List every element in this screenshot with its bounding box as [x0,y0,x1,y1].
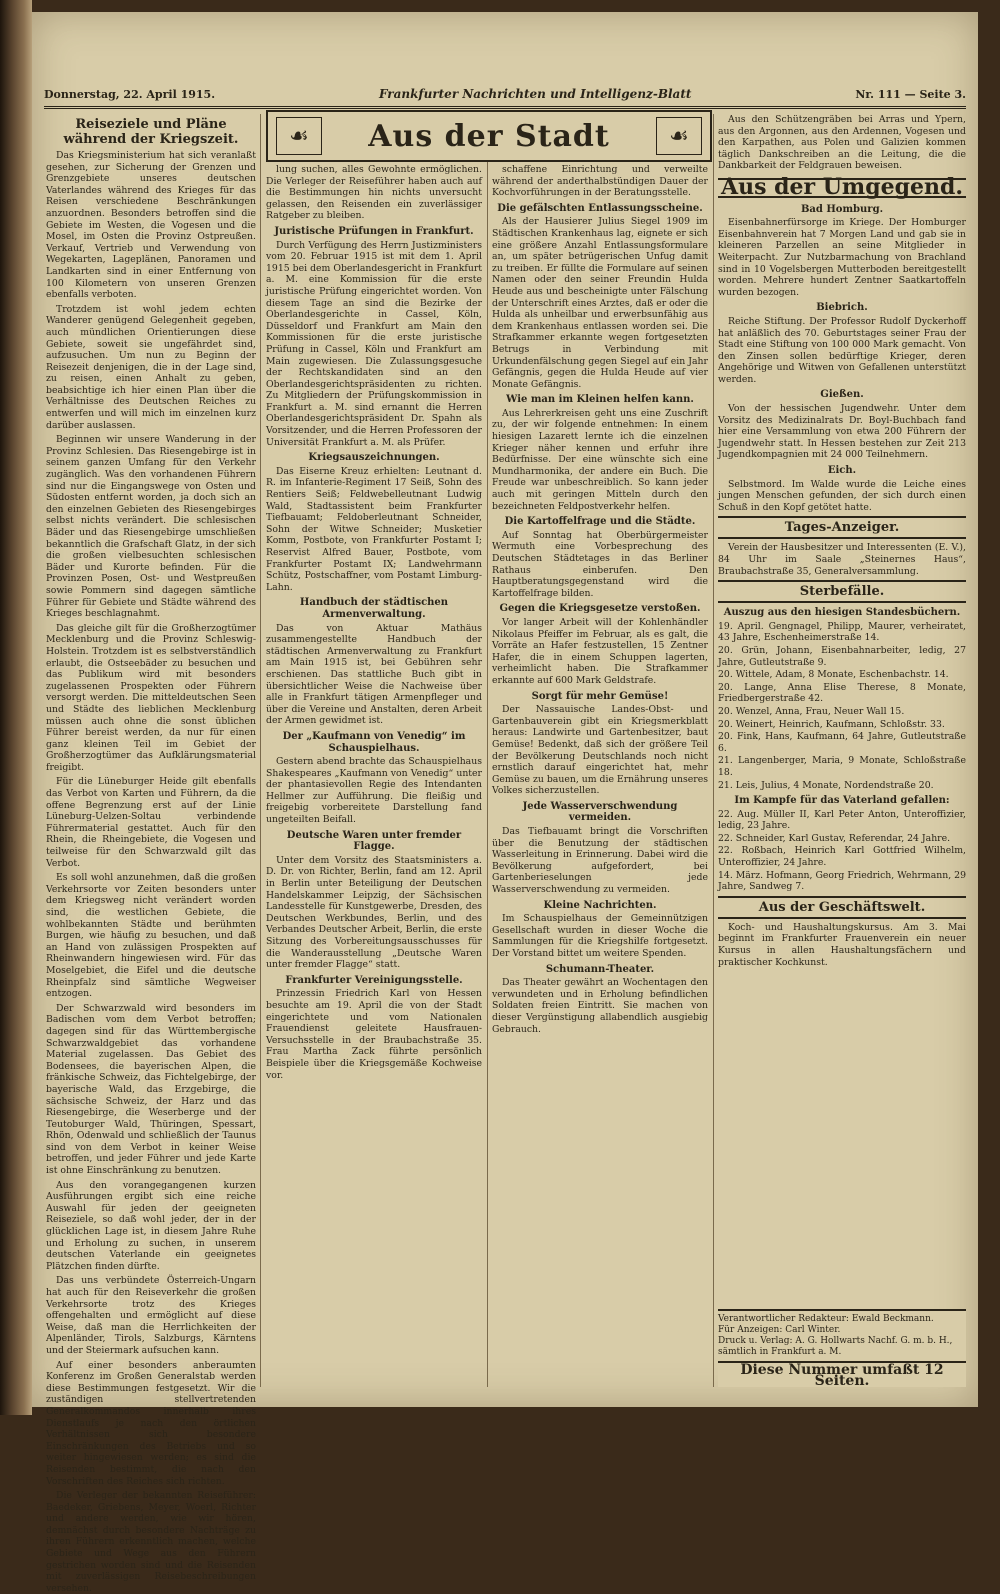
article-title: Sorgt für mehr Gemüse! [531,690,669,702]
list-item: 22. Roßbach, Heinrich Karl Gottfried Wilhelm, Unteroffizier, 24 Jahre. [718,845,966,869]
article-title: Schumann-Theater. [545,963,655,975]
section-title-umgegend: Aus der Umgegend. [718,178,966,198]
list-item: 20. Wittele, Adam, 8 Monate, Eschenbachstr. 14. [718,669,949,681]
list-item: 22. Aug. Müller II, Karl Peter Anton, Unteroffizier, ledig, 23 Jahre. [718,808,966,832]
article-title: Jede Wasserverschwendung vermeiden. [522,800,678,824]
column-rule [713,114,714,1387]
paragraph: Im Schauspielhaus der Gemeinnützigen Gesellschaft wurden in dieser Woche die Sammlungen für die Kriegshilfe fortgesetzt. Der Vorstand bittet um weitere Spenden. [492,913,708,959]
paragraph: Reiche Stiftung. Der Professor Rudolf Dyckerhoff hat anläßlich des 70. Geburtstages seiner Frau der Stadt eine Stiftung von 100 000 Mark gemacht. Von den Zinsen sollen bedürftige Krieger, deren Angehörige und Witwen von Gefallenen unterstützt werden. [718,315,966,385]
article-title: Frankfurter Vereinigungsstelle. [285,974,463,986]
column-rule [260,114,261,1387]
list-item: 20. Wenzel, Anna, Frau, Neuer Wall 15. [718,705,905,717]
article-title: Kleine Nachrichten. [543,899,657,911]
article-title: Handbuch der städtischen Armenverwaltung. [299,597,449,620]
list-item: 22. Schneider, Karl Gustav, Referendar, 24 Jahre. [718,832,951,844]
article-title: Reiseziele und Pläne während der Kriegszeit. [63,117,239,147]
article-title: Bad Homburg. [800,203,884,215]
page-count-notice: Diese Nummer umfaßt 12 Seiten. [718,1361,966,1387]
paragraph: Es soll wohl anzunehmen, daß die großen Verkehrsorte vor Zeiten besonders unter dem Kriegsweg nicht verändert worden sind, die westlichen Gebiete, die wohlbekannten Städte und berühmten Burgen, wie häufig zu besuchen, und daß an Hand von zulässigen Prospekten auf Rheinwandern hingewiesen wird. Für das Moselgebiet, die Eifel und die deutsche Rheinpfalz sind sämtliche Wegweiser entzogen. [46,872,256,1000]
imprint-printer: Druck u. Verlag: A. G. Hollwarts Nachf. G. m. b. H., sämtlich in Frankfurt a. M. [718,1336,953,1357]
paragraph: Trotzdem ist wohl jedem echten Wanderer genügend Gelegenheit gegeben, auch mündlichen Orientierungen diese Gebiete, soweit sie ungefährdet sind, aufzusuchen. Um nun zu Beginn der Reisezeit denjenigen, die in der Lage sind, zu reisen, einen Anhalt zu geben, beabsichtige ich hier einen Plan über die Verhältnisse des Deutschen Reiches zu entwerfen und will mich im einzelnen kurz darüber auslassen. [46,303,256,431]
paragraph: Für die Lüneburger Heide gilt ebenfalls das Verbot von Karten und Führern, da die offene Begrenzung erst auf der Linie Lüneburg-Uelzen-Soltau verbindende Führermaterial gestattet. Auch für den Rhein, die Rheingebiete, die Vogesen und teilweise für den Schwarzwald gilt das Verbot. [46,776,256,869]
article-title: Wie man im Kleinen helfen kann. [506,394,694,406]
article-title: Die gefälschten Entlassungsscheine. [497,202,703,214]
column-2 [266,164,482,1387]
paragraph: Das Eiserne Kreuz erhielten: Leutnant d. R. im Infanterie-Regiment 17 Seiß, Sohn des Rentiers Seiß; Feldwebelleutnant Ludwig Wald, Stadtassistent beim Frankfurter Tiefbauamt; Feldoberleutnant Schneider, Sohn der Witwe Schneider; Musketier Komm, Postbote, von Frankfurter Postamt I; Reservist Alfred Bauer, Postbote, vom Frankfurter Postamt IX; Landwehrmann Schütz, Postschaffner, vom Postamt Limburg-Lahn. [266,465,482,593]
paragraph: Prinzessin Friedrich Karl von Hessen besuchte am 19. April die von der Stadt eingerichtete und vom Nationalen Frauendienst geleitete Hausfrauen-Versuchsstelle in der Braubachstraße 35. Frau Martha Zack führte persönlich Beispiele über die Kriegsgemäße Kochweise vor. [266,988,482,1081]
paragraph: Der Schwarzwald wird besonders im Badischen vom dem Verbot betroffen; dagegen sind für das Württembergische Schwarzwaldgebiet das vorhandene Material zugelassen. Das Gebiet des Bodensees, die bayerischen Alpen, die fränkische Schweiz, das Fichtelgebirge, der bayerische Wald, das Erzgebirge, die sächsische Schweiz, der Harz und das Riesengebirge, die Weserberge und der Teutoburger Wald, Thüringen, Spessart, Rhön, Odenwald und schließlich der Taunus sind von dem Verbot in keiner Weise betroffen, und jeder Führer und jede Karte ist ohne Einschränkung zu benutzen. [46,1002,256,1177]
paragraph: Aus Lehrerkreisen geht uns eine Zuschrift zu, der wir folgende entnehmen: In einem hiesigen Lazarett lernte ich die einzelnen Krieger näher kennen und erfuhr ihre Bedürfnisse. Der eine wünschte sich eine Mundharmonika, der andere ein Buch. Die Freude war unbeschreiblich. So kann jeder auch mit geringen Mitteln durch den bezeichneten Feldpostverkehr helfen. [492,407,708,512]
paragraph: Koch- und Haushaltungskursus. Am 3. Mai beginnt im Frankfurter Frauenverein ein neuer Kursus in allen Haushaltungsfächern und praktischer Kochkunst. [718,921,966,968]
section-banner [266,110,712,162]
list-item: 20. Fink, Hans, Kaufmann, 64 Jahre, Gutleutstraße 6. [718,731,966,754]
paragraph: Das von Aktuar Mathäus zusammengestellte Handbuch der städtischen Armenverwaltung zu Frankfurt am Main 1915 ist, bei Gebühren sehr erschienen. Das stattliche Buch gibt in übersichtlicher Weise die Nachweise über alle in Frankfurt tätigen Armenpfleger und über die Vereine und Anstalten, deren Arbeit der Armen gewidmet ist. [266,622,482,727]
paragraph: Aus den vorangegangenen kurzen Ausführungen ergibt sich eine reiche Auswahl für jeden der geeigneten Reiseziele, so daß wohl jeder, der in der glücklichen Lage ist, in diesem Jahre Ruhe und Erholung zu suchen, in unserem deutschen Vaterlande ein geeignetes Plätzchen finden dürfte. [46,1179,256,1272]
page-header [44,82,966,109]
imprint-editor: Verantwortlicher Redakteur: Ewald Beckmann. [718,1314,934,1324]
paragraph: Auf Sonntag hat Oberbürgermeister Wermuth eine Vorbesprechung des Deutschen Städtetages in das Berliner Rathaus einberufen. Den Hauptberatungsgegenstand wird die Kartoffelfrage bilden. [492,529,708,599]
subheading: Auszug aus den hiesigen Standesbüchern. [723,607,961,619]
paragraph: Das Tiefbauamt bringt die Vorschriften über die Benutzung der städtischen Wasserleitung in Erinnerung. Dabei wird die Bevölkerung aufgefordert, bei Gartenberieselungen jede Wasserverschwendung zu vermeiden. [492,826,708,896]
book-binding [0,0,32,1415]
paragraph: Auf einer besonders anberaumten Konferenz im Großen Generalstab werden diese Bestimmungen festgesetzt. Wir die zuständigen stellvertretenden Generalkommandos innerhalb ihres Dienstlaufs je nach den örtlichen Verhältnissen sich besondere Einschränkungen des Betriebs und so weiter hingewiesen werden; es sind die Reisenden bestimmt, die nach den Vorschriften des Reiches sich richten. [46,1359,256,1487]
column-4 [718,114,966,1317]
article-title: Kriegsauszeichnungen. [308,452,440,464]
column-1 [46,114,256,1594]
paragraph: Verein der Hausbesitzer und Interessenten (E. V.), 84 Uhr im Saale „Steinernes Haus“, Braubachstraße 35, Generalversammlung. [718,542,966,577]
list-item: 14. März. Hofmann, Georg Friedrich, Wehrmann, 29 Jahre, Sandweg 7. [718,869,966,893]
paragraph: Der Nassauische Landes-Obst- und Gartenbauverein gibt ein Kriegsmerkblatt heraus: Landwirte und Gartenbesitzer, baut Gemüse! Bedenkt, daß sich der größere Teil der Bevölkerung Deutschlands noch nicht ernstlich darauf eingerichtet hat, mehr Gemüse zu bauen, um die Ernährung unseres Volkes sicherzustellen. [492,704,708,797]
paragraph: Vor langer Arbeit will der Kohlenhändler Nikolaus Pfeiffer im Februar, als es galt, die Vorräte an Hafer festzustellen, 15 Zentner Hafer, die in einem Schuppen lagerten, verheimlicht haben. Die Strafkammer erkannte auf 600 Mark Geldstrafe. [492,616,708,686]
imprint [718,1309,966,1387]
article-title: Juristische Prüfungen in Frankfurt. [274,225,474,237]
list-item: 21. Leis, Julius, 4 Monate, Nordendstraße 20. [718,779,934,791]
list-item: 19. April. Gengnagel, Philipp, Maurer, verheiratet, 43 Jahre, Eschenheimerstraße 14. [718,620,966,644]
section-banner-title: Aus der Stadt [368,118,610,154]
paragraph: lung suchen, alles Gewohnte ermöglichen. Die Verleger der Reiseführer haben auch auf die Bestimmungen hin nichts unversucht gelassen, den Reisenden ein zuverlässiger Ratgeber zu bleiben. [266,164,482,222]
paragraph: Unter dem Vorsitz des Staatsministers a. D. Dr. von Richter, Berlin, fand am 12. April in Berlin unter Beteiligung der Deutschen Handelskammer Leipzig, der Sächsischen Landesstelle für Kunstgewerbe, Dresden, des Deutschen Werkbundes, Berlin, und des Verbandes Deutscher Arbeit, Berlin, die erste Sitzung des Vorbereitungsausschusses für die Wanderausstellung „Deutsche Waren unter fremder Flagge“ statt. [266,854,482,971]
list-item: 20. Lange, Anna Elise Therese, 8 Monate, Friedbergerstraße 42. [718,681,966,705]
paragraph: Das Theater gewährt an Wochentagen den verwundeten und in Erholung befindlichen Soldaten freien Eintritt. Sie machen von dieser Vergünstigung allabendlich ausgiebig Gebrauch. [492,977,708,1035]
article-title: Eich. [827,465,857,477]
paragraph: Von der hessischen Jugendwehr. Unter dem Vorsitz des Medizinalrats Dr. Boyl-Buchbach fand hier eine Versammlung von etwa 200 Führern der Jugendwehr statt. In Hessen bestehen zur Zeit 213 Jugendkompagnien mit 24 000 Teilnehmern. [718,403,966,461]
column-3 [492,164,708,1387]
header-page-number: Nr. 111 — Seite 3. [855,87,966,101]
paragraph: Beginnen wir unsere Wanderung in der Provinz Schlesien. Das Riesengebirge ist in seinem ganzen Umfang für den Verkehr zugänglich. Was den vorhandenen Führern sind nur die Eingangswege von Osten und Südosten entfernt worden, ja doch sich an den einzelnen Gebieten des Riesengebirges selbst nichts verändert. Die schlesischen Bäder und das Riesengebirge umschließen bekanntlich die Grafschaft Glatz, in der sich die großen vielbesuchten schlesischen Bäder und Kurorte befinden. Für die Provinzen Posen, Ost- und Westpreußen sowie Pommern sind dagegen sämtliche Führer für Gebiete und Städte während des Krieges beschlagnahmt. [46,434,256,620]
paragraph: Die Verleger der bekannten Reiseführer: Baedeker, Griebens, Meyer, Woerl, Richter und andere werden, wie wir hören, demnächst durch besondere Nachträge zu ihren Führern erkenntlich machen, welche Gebiete und Wege aus den Führern gestrichen worden sind und die Reisenden mit zuverlässigen Reisebeschreibungen versehen. [46,1490,256,1594]
list-item: 20. Weinert, Heinrich, Kaufmann, Schloßstr. 33. [718,718,945,730]
list-item: 21. Langenberger, Maria, 9 Monate, Schloßstraße 18. [718,755,966,778]
paragraph: Als der Hausierer Julius Siegel 1909 im Städtischen Krankenhaus lag, eignete er sich eine größere Anzahl Entlassungsformulare an, um später betrügerischen Unfug damit zu treiben. Er füllte die Formulare auf seinen Namen oder den seiner Freundin Hulda Heude aus und bescheinigte unter Fälschung der Unterschrift eines Arztes, daß er oder die Hulda als unheilbar und erwerbsunfähig aus dem Krankenhaus entlassen worden sei. Die Strafkammer erkannte wegen fortgesetzten Betrugs in Verbindung mit Urkundenfälschung gegen Siegel auf ein Jahr Gefängnis, gegen die Hulda Heude auf vier Monate Gefängnis. [492,216,708,390]
article-title: Die Kartoffelfrage und die Städte. [504,516,696,528]
paragraph: Durch Verfügung des Herrn Justizministers vom 20. Februar 1915 ist mit dem 1. April 1915 bei dem Oberlandesgericht in Frankfurt a. M. eine Kommission für die erste juristische Prüfung eingerichtet worden. Von diesem Tage an sind die Bezirke der Oberlandesgerichte in Cassel, Köln, Düsseldorf und Frankfurt am Main den Kommissionen für die erste juristische Prüfung in Cassel, Köln und Frankfurt am Main zugewiesen. Die Zulassungsgesuche der Rechtskandidaten sind an den Oberlandesgerichtspräsidenten zu richten. Zu Mitgliedern der Prüfungskommission in Frankfurt a. M. sind ernannt die Herren Oberlandesgerichtspräsident Dr. Spahn als Vorsitzender, und die Herren Professoren der Universität Frankfurt a. M. als Prüfer. [266,239,482,448]
article-title: Gießen. [820,389,864,401]
paragraph: Eisenbahnerfürsorge im Kriege. Der Homburger Eisenbahnverein hat 7 Morgen Land und gab sie in kleineren Parzellen an seine Mitglieder in Weiterpacht. Zur Nutzbarmachung von Brachland sind in 10 Vogelsbergen Mutterboden bereitgestellt worden. Mehrere hundert Zentner Saatkartoffeln wurden bezogen. [718,217,966,298]
header-date: Donnerstag, 22. April 1915. [44,87,216,101]
article-title: Gegen die Kriegsgesetze verstoßen. [499,603,701,615]
paragraph: Selbstmord. Im Walde wurde die Leiche eines jungen Menschen gefunden, der sich durch einen Schuß in den Kopf getötet hatte. [718,478,966,513]
ornament-left-icon: ☙ [276,117,322,155]
subheading: Im Kampfe für das Vaterland gefallen: [734,795,950,807]
article-title: Biebrich. [816,302,868,314]
header-masthead: Frankfurter Nachrichten und Intelligenz-Blatt [378,87,692,101]
paragraph: Aus den Schützengräben bei Arras und Ypern, aus den Argonnen, aus den Ardennen, Vogesen und den Karpathen, aus Polen und Galizien kommen täglich Dankschreiben an die Leitung, die die Dankbarkeit der Feldgrauen beweisen. [718,114,966,172]
list-item: 20. Grün, Johann, Eisenbahnarbeiter, ledig, 27 Jahre, Gutleutstraße 9. [718,644,966,668]
column-rule [487,114,488,1387]
section-title-geschaeftswelt: Aus der Geschäftswelt. [718,896,966,919]
paragraph: Das gleiche gilt für die Großherzogtümer Mecklenburg und die Provinz Schleswig-Holstein. Trotzdem ist es selbstverständlich erlaubt, die Ostseebäder zu besuchen und das Publikum wird mit besonders zugelassenen Prospekten oder Führern versorgt werden. Die mitteldeutschen Seen und Städte des lieblichen Mecklenburg müssen auch ohne die sonst üblichen Führer bereist werden, da nur für einen ganz kleinen Teil im Gebiet der Großherzogtümer das Aufklärungsmaterial freigibt. [46,622,256,773]
article-title: Der „Kaufmann von Venedig“ im Schauspielhaus. [282,730,466,754]
section-title-tagesanzeiger: Tages-Anzeiger. [718,516,966,539]
newspaper-page [32,12,978,1594]
paragraph: Das uns verbündete Österreich-Ungarn hat auch für den Reiseverkehr die großen Verkehrsorte trotz des Krieges offengehalten und ermöglicht auf diese Weise, daß man die Herrlichkeiten der Alpenländer, Tirols, Salzburgs, Kärntens und der Steiermark aufsuchen kann. [46,1275,256,1356]
article-title: Deutsche Waren unter fremder Flagge. [286,829,462,853]
paragraph: Gestern abend brachte das Schauspielhaus Shakespeares „Kaufmann von Venedig“ unter der phantasievollen Regie des Intendanten Hellmer zur Aufführung. Die fleißig und freigebig vorbereitete Darstellung fand ungeteilten Beifall. [266,756,482,826]
imprint-ads: Für Anzeigen: Carl Winter. [718,1325,841,1335]
paragraph: schaffene Einrichtung und verweilte während der anderthalbstündigen Dauer der Kochvorführungen in der Beratungsstelle. [492,164,708,199]
paragraph: Das Kriegsministerium hat sich veranlaßt gesehen, zur Sicherung der Grenzen und Grenzgebiete unseres deutschen Vaterlandes während des Krieges für das Reisen verschiedene Beschränkungen anzuordnen. Besonders betroffen sind die Gebiete im Westen, die Vogesen und die Mosel, im Osten die Provinz Ostpreußen. Verkauf, Vertrieb und Verwendung von Wegekarten, Lageplänen, Panoramen und Landkarten sind in einer Entfernung von 100 Kilometern von unseren Grenzen ebenfalls verboten. [46,150,256,301]
ornament-right-icon: ☙ [656,117,702,155]
section-title-sterbefaelle: Sterbefälle. [718,580,966,603]
